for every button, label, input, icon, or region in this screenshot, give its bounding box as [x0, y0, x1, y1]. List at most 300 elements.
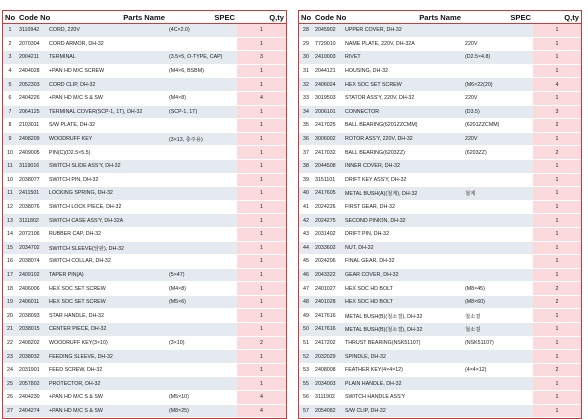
cell-no: 52 [299, 350, 313, 364]
cell-no: 20 [3, 309, 17, 323]
cell-no: 22 [3, 336, 17, 350]
cell-qty: 2 [533, 282, 581, 296]
cell-parts-name: INNER COVER, DH-32 [343, 159, 463, 173]
table-row [299, 200, 581, 214]
cell-parts-name: FEED SCREW, DH-32 [47, 363, 167, 377]
cell-parts-name: SWITCH LOCK PIECE, DH-32 [47, 200, 167, 214]
cell-spec [167, 350, 237, 364]
cell-parts-name: UPPER COVER, DH-32 [343, 24, 463, 38]
cell-qty: 1 [533, 323, 581, 337]
cell-spec [167, 37, 237, 51]
cell-spec: (D3.5) [463, 105, 533, 119]
cell-spec: (3.5×5, O-TYPE, CAP) [167, 51, 237, 65]
cell-spec [167, 146, 237, 160]
cell-qty: 1 [237, 132, 286, 146]
cell-spec [463, 391, 533, 405]
cell-code-no: 2031901 [17, 363, 47, 377]
cell-no: 42 [299, 214, 313, 228]
cell-parts-name: BALL BEARING(6201ZZCMM) [343, 119, 463, 133]
cell-parts-name: PIN(C)(D2.5×5.5) [47, 146, 167, 160]
cell-spec: (M5×6) [167, 295, 237, 309]
header-spec: SPEC [463, 11, 533, 24]
cell-code-no: 2004211 [17, 51, 47, 65]
table-row [3, 241, 286, 255]
cell-parts-name: CORD ARMOR, DH-32 [47, 37, 167, 51]
cell-code-no: 2044508 [313, 159, 343, 173]
parts-table-left-panel [2, 10, 287, 419]
cell-spec [167, 78, 237, 92]
cell-parts-name: FEATHER KEY(4×4×12) [343, 363, 463, 377]
cell-parts-name: FEEDING SLEEVE, DH-32 [47, 350, 167, 364]
cell-spec [167, 309, 237, 323]
cell-qty: 1 [237, 214, 286, 228]
cell-code-no: 2031402 [313, 227, 343, 241]
table-row [299, 377, 581, 391]
table-row [3, 146, 286, 160]
cell-no: 2 [3, 37, 17, 51]
cell-code-no: 2408202 [17, 336, 47, 350]
table-row [299, 78, 581, 92]
cell-parts-name: METAL BUSH(B)(철소결), DH-32 [343, 309, 463, 323]
cell-qty: 1 [533, 200, 581, 214]
cell-parts-name: +PAN HD M/C S & SW [47, 91, 167, 105]
cell-qty: 1 [533, 132, 581, 146]
cell-qty: 1 [237, 350, 286, 364]
table-row [299, 173, 581, 187]
cell-code-no: 2404226 [17, 91, 47, 105]
cell-parts-name: PROTECTOR, DH-32 [47, 377, 167, 391]
cell-spec: 철계 [463, 187, 533, 201]
cell-code-no: 2417616 [313, 309, 343, 323]
cell-no: 45 [299, 255, 313, 269]
cell-qty: 1 [533, 255, 581, 269]
cell-code-no: 2401028 [313, 295, 343, 309]
cell-qty: 1 [533, 377, 581, 391]
cell-qty: 1 [237, 159, 286, 173]
table-row [299, 37, 581, 51]
cell-no: 18 [3, 282, 17, 296]
table-row [299, 159, 581, 173]
header-code-no: Code No [315, 12, 347, 22]
cell-code-no: 2417605 [313, 187, 343, 201]
table-row [299, 350, 581, 364]
cell-no: 11 [3, 159, 17, 173]
table-row [299, 105, 581, 119]
cell-parts-name: GEAR COVER, DH-32 [343, 268, 463, 282]
cell-no: 3 [3, 51, 17, 65]
cell-no: 50 [299, 323, 313, 337]
table-row [299, 323, 581, 337]
cell-code-no: 2408008 [313, 363, 343, 377]
table-row [299, 91, 581, 105]
cell-code-no: 2024226 [313, 200, 343, 214]
cell-qty: 1 [533, 227, 581, 241]
table-row [299, 187, 581, 201]
cell-code-no: 2409005 [17, 146, 47, 160]
cell-code-no: 2044121 [313, 64, 343, 78]
cell-qty: 1 [237, 227, 286, 241]
cell-no: 46 [299, 268, 313, 282]
cell-code-no: 2006101 [313, 105, 343, 119]
cell-spec [167, 377, 237, 391]
cell-spec [167, 173, 237, 187]
cell-qty: 1 [533, 187, 581, 201]
cell-code-no: 3111902 [313, 391, 343, 405]
cell-parts-name: FINAL GEAR, DH-32 [343, 255, 463, 269]
table-row [299, 241, 581, 255]
cell-parts-name: SWITCH PIN, DH-32 [47, 173, 167, 187]
cell-no: 21 [3, 323, 17, 337]
cell-code-no: 2404230 [17, 391, 47, 405]
header-qty: Q,ty [237, 11, 286, 24]
table-row [3, 377, 286, 391]
cell-code-no: 2070304 [17, 37, 47, 51]
cell-qty: 2 [533, 363, 581, 377]
cell-qty: 3 [237, 51, 286, 65]
cell-code-no: 3110942 [17, 24, 47, 38]
cell-parts-name: STAR HANDLE, DH-32 [47, 309, 167, 323]
cell-no: 5 [3, 78, 17, 92]
cell-parts-name: +PAN HD M/C S & SW [47, 391, 167, 405]
cell-parts-name: WOODRUFF KEY(3×10) [47, 336, 167, 350]
cell-qty: 1 [533, 173, 581, 187]
cell-spec [167, 255, 237, 269]
cell-qty: 2 [237, 336, 286, 350]
cell-code-no: 2072106 [17, 227, 47, 241]
cell-qty: 1 [237, 309, 286, 323]
cell-qty: 4 [237, 91, 286, 105]
cell-no: 4 [3, 64, 17, 78]
cell-spec [463, 173, 533, 187]
cell-spec [463, 377, 533, 391]
table-row [299, 227, 581, 241]
table-row [299, 309, 581, 323]
cell-no: 57 [299, 404, 313, 418]
table-row [3, 282, 286, 296]
cell-qty: 1 [237, 78, 286, 92]
cell-qty: 1 [533, 241, 581, 255]
cell-qty: 1 [237, 323, 286, 337]
table-row [299, 255, 581, 269]
cell-qty: 1 [237, 282, 286, 296]
table-row [299, 282, 581, 296]
table-row [3, 51, 286, 65]
cell-parts-name: SWITCH HANDLE ASS'Y [343, 391, 463, 405]
cell-spec [463, 227, 533, 241]
cell-qty: 1 [533, 336, 581, 350]
cell-no: 12 [3, 200, 17, 214]
cell-parts-name: SWITCH SLIDE ASS'Y, DH-32 [47, 159, 167, 173]
cell-spec [167, 363, 237, 377]
cell-code-no: 3119016 [17, 159, 47, 173]
cell-parts-name: LOCKING SPRING, DH-32 [47, 187, 167, 201]
parts-table-right [299, 11, 581, 418]
table-row [3, 391, 286, 405]
cell-code-no: 2034702 [17, 241, 47, 255]
header-parts-name: Parts Name [47, 11, 167, 24]
cell-spec [167, 214, 237, 228]
cell-spec: 철소결 [463, 323, 533, 337]
cell-code-no: 2038015 [17, 323, 47, 337]
cell-qty: 1 [237, 173, 286, 187]
cell-qty: 1 [237, 377, 286, 391]
cell-qty: 1 [237, 64, 286, 78]
cell-no: 9 [3, 132, 17, 146]
cell-qty: 4 [237, 391, 286, 405]
cell-no: 43 [299, 227, 313, 241]
cell-code-no: 2410003 [313, 51, 343, 65]
table-row [3, 91, 286, 105]
cell-spec [463, 159, 533, 173]
cell-code-no: 2406011 [17, 295, 47, 309]
table-row [3, 173, 286, 187]
cell-qty: 1 [533, 350, 581, 364]
cell-parts-name: HEX SOC SET SCREW [47, 295, 167, 309]
cell-no: 16 [3, 255, 17, 269]
table-row [3, 78, 286, 92]
table-row [3, 132, 286, 146]
cell-code-no: 2038032 [17, 350, 47, 364]
cell-parts-name: METAL BUSH(A)(철계), DH-32 [343, 187, 463, 201]
cell-parts-name: NAME PLATE, 220V, DH-32A [343, 37, 463, 51]
cell-parts-name: METAL BUSH(B)(철소결), DH-32 [343, 323, 463, 337]
cell-no: 49 [299, 309, 313, 323]
cell-no: 48 [299, 295, 313, 309]
cell-spec: 220V [463, 132, 533, 146]
cell-qty: 4 [533, 78, 581, 92]
cell-spec: (SCP-1, 1T) [167, 105, 237, 119]
cell-no: 47 [299, 282, 313, 296]
cell-no: 15 [3, 241, 17, 255]
cell-no: 55 [299, 377, 313, 391]
cell-code-no: 2034003 [313, 377, 343, 391]
cell-no: 24 [3, 363, 17, 377]
table-row [299, 363, 581, 377]
cell-qty: 1 [237, 241, 286, 255]
cell-no: 17 [3, 268, 17, 282]
cell-parts-name: HOUSING, DH-32 [343, 64, 463, 78]
cell-spec: (M6×22(20) [463, 78, 533, 92]
table-row [299, 119, 581, 133]
cell-code-no: 2033602 [313, 241, 343, 255]
cell-code-no: 2406006 [17, 282, 47, 296]
cell-spec: (4×4×12) [463, 363, 533, 377]
cell-qty: 1 [533, 268, 581, 282]
cell-qty: 1 [237, 187, 286, 201]
cell-qty: 1 [533, 51, 581, 65]
cell-parts-name: NUT, DH-32 [343, 241, 463, 255]
cell-no: 23 [3, 350, 17, 364]
header-code-no: Code No [19, 12, 51, 22]
table-row [3, 37, 286, 51]
cell-no: 56 [299, 391, 313, 405]
cell-parts-name: SWITCH CASE ASS'Y, DH-32A [47, 214, 167, 228]
table-row [3, 105, 286, 119]
cell-no: 10 [3, 173, 17, 187]
cell-code-no: 2404274 [17, 404, 47, 418]
table-row [3, 119, 286, 133]
cell-no: 37 [299, 146, 313, 160]
cell-spec [463, 64, 533, 78]
cell-spec: 220V [463, 91, 533, 105]
cell-spec: 220V [463, 37, 533, 51]
cell-qty: 1 [533, 64, 581, 78]
cell-qty: 1 [237, 119, 286, 133]
cell-parts-name: CORD, 220V [47, 24, 167, 38]
table-row [3, 159, 286, 173]
cell-code-no: 2024206 [313, 255, 343, 269]
cell-code-no: 3019503 [313, 91, 343, 105]
cell-qty: 1 [533, 159, 581, 173]
cell-code-no: 2417025 [313, 119, 343, 133]
table-header-row [299, 11, 581, 24]
cell-no: 11 [3, 187, 17, 201]
table-row [3, 350, 286, 364]
cell-parts-name: S/W PLATE, DH-32 [47, 119, 167, 133]
cell-code-no: 2057802 [17, 377, 47, 391]
cell-no: 30 [299, 51, 313, 65]
cell-parts-name: BALL BEARING(6203ZZ) [343, 146, 463, 160]
cell-no: 31 [299, 64, 313, 78]
header-parts-name: Parts Name [343, 11, 463, 24]
header-no: No [5, 12, 16, 22]
cell-code-no: 2045902 [313, 24, 343, 38]
cell-no: 8 [3, 119, 17, 133]
cell-no: 36 [299, 132, 313, 146]
cell-parts-name: RIVET [343, 51, 463, 65]
cell-spec: (M4×8) [167, 282, 237, 296]
cell-parts-name: HEX SOC HD BOLT [343, 295, 463, 309]
table-row [3, 336, 286, 350]
cell-no: 39 [299, 173, 313, 187]
cell-parts-name: +PAN HD M/C S & SW [47, 404, 167, 418]
cell-spec [463, 241, 533, 255]
cell-code-no: 2043322 [313, 268, 343, 282]
cell-no: 13 [3, 214, 17, 228]
table-row [3, 404, 286, 418]
table-row [299, 295, 581, 309]
cell-spec [463, 200, 533, 214]
table-row [3, 255, 286, 269]
cell-qty: 1 [533, 309, 581, 323]
cell-code-no: 2038076 [17, 200, 47, 214]
cell-parts-name: CONNECTOR [343, 105, 463, 119]
table-row [299, 214, 581, 228]
cell-qty: 1 [533, 214, 581, 228]
cell-qty: 4 [237, 404, 286, 418]
table-row [3, 214, 286, 228]
cell-spec [463, 24, 533, 38]
table-row [3, 323, 286, 337]
table-row [3, 363, 286, 377]
cell-spec: (6201ZZCMM) [463, 119, 533, 133]
table-row [3, 200, 286, 214]
table-row [3, 295, 286, 309]
table-row [3, 309, 286, 323]
cell-parts-name: ROTOR ASS'Y, 220V, DH-32 [343, 132, 463, 146]
cell-qty: 1 [237, 255, 286, 269]
cell-code-no: 2406024 [313, 78, 343, 92]
cell-spec [463, 268, 533, 282]
cell-qty: 2 [533, 119, 581, 133]
table-row [299, 146, 581, 160]
cell-parts-name: SWITCH SLEEVE(앞판), DH-32 [47, 241, 167, 255]
cell-spec: (M8×25) [167, 404, 237, 418]
cell-spec: (3×10) [167, 336, 237, 350]
cell-spec: (6203ZZ) [463, 146, 533, 160]
cell-qty: 2 [533, 146, 581, 160]
cell-spec [167, 323, 237, 337]
cell-parts-name: SWITCH COLLAR, DH-32 [47, 255, 167, 269]
cell-code-no: 2401027 [313, 282, 343, 296]
cell-parts-name: FIRST GEAR, DH-32 [343, 200, 463, 214]
cell-code-no: 2054082 [313, 404, 343, 418]
cell-parts-name: TAPER PIN(A) [47, 268, 167, 282]
table-row [299, 24, 581, 38]
cell-no: 10 [3, 146, 17, 160]
header-spec: SPEC [167, 11, 237, 24]
cell-no: 7 [3, 105, 17, 119]
cell-no: 53 [299, 363, 313, 377]
cell-no: 1 [3, 24, 17, 38]
cell-no: 6 [3, 91, 17, 105]
cell-qty: 1 [533, 404, 581, 418]
cell-qty: 1 [533, 24, 581, 38]
table-row [299, 51, 581, 65]
cell-code-no: 2024275 [313, 214, 343, 228]
cell-spec [167, 187, 237, 201]
cell-qty: 1 [237, 146, 286, 160]
table-row [299, 268, 581, 282]
cell-spec [167, 159, 237, 173]
cell-code-no: 2052303 [17, 78, 47, 92]
cell-code-no: 2064125 [17, 105, 47, 119]
cell-parts-name: DRIFT PIN, DH-32 [343, 227, 463, 241]
cell-no: 32 [299, 78, 313, 92]
cell-code-no: 2408209 [17, 132, 47, 146]
cell-spec: 철소결 [463, 309, 533, 323]
cell-parts-name: CORD CLIP, DH-32 [47, 78, 167, 92]
cell-qty: 3 [533, 105, 581, 119]
cell-spec: (4C×2.0) [167, 24, 237, 38]
cell-parts-name: RUBBER CAP, DH-32 [47, 227, 167, 241]
cell-no: 34 [299, 105, 313, 119]
cell-code-no: 3006002 [313, 132, 343, 146]
cell-parts-name: +PAN HD M/C SCREW [47, 64, 167, 78]
cell-spec [167, 119, 237, 133]
cell-code-no: 7729010 [313, 37, 343, 51]
cell-parts-name: DRIFT KEY ASS'Y, DH-32 [343, 173, 463, 187]
table-row [299, 336, 581, 350]
cell-parts-name: S/W CLIP, DH-32 [343, 404, 463, 418]
cell-spec [463, 214, 533, 228]
cell-spec: (M4×6, BSBM) [167, 64, 237, 78]
cell-qty: 1 [533, 391, 581, 405]
cell-qty: 1 [237, 295, 286, 309]
cell-qty: 1 [237, 363, 286, 377]
cell-code-no: 3111802 [17, 214, 47, 228]
cell-no: 27 [3, 404, 17, 418]
cell-no: 35 [299, 119, 313, 133]
cell-no: 33 [299, 91, 313, 105]
cell-no: 44 [299, 241, 313, 255]
cell-spec [167, 241, 237, 255]
cell-qty: 2 [533, 295, 581, 309]
cell-code-no: 2417032 [313, 146, 343, 160]
cell-spec: (M5×10) [167, 391, 237, 405]
cell-code-no: 2417202 [313, 336, 343, 350]
cell-code-no: 2103011 [17, 119, 47, 133]
